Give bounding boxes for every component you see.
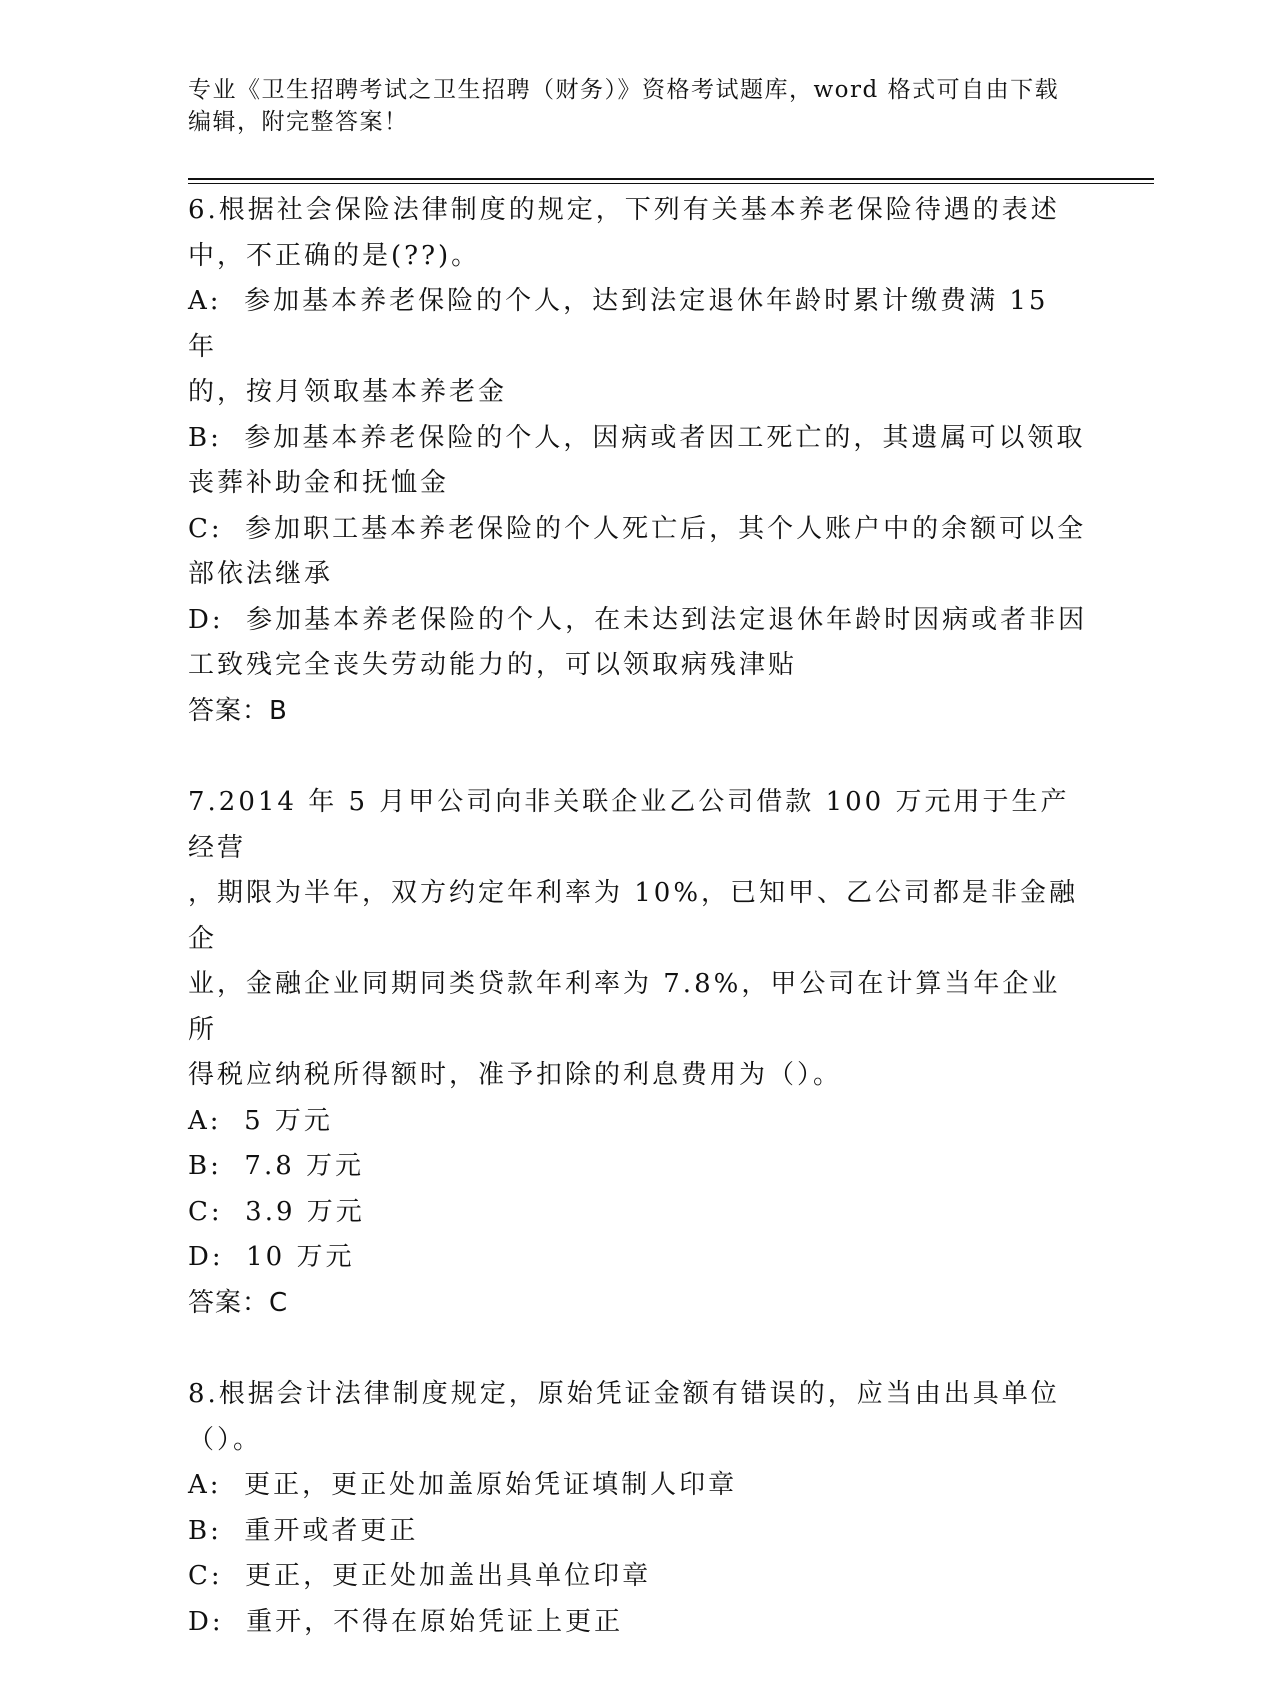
answer-label: 答案：B — [188, 695, 288, 726]
option-a-line: A: 5 万元 — [188, 1105, 333, 1136]
question-stem-line: 得税应纳税所得额时，准予扣除的利息费用为（）。 — [188, 1060, 843, 1090]
question-stem-line: ，期限为半年，双方约定年利率为 10%，已知甲、乙公司都是非金融企 — [188, 878, 1079, 954]
option-d-line: 工致残完全丧失劳动能力的，可以领取病残津贴 — [188, 650, 798, 680]
header-line-2: 编辑，附完整答案！ — [188, 109, 409, 135]
option-d-line: D: 参加基本养老保险的个人，在未达到法定退休年龄时因病或者非因 — [188, 604, 1088, 635]
option-b-line: 丧葬补助金和抚恤金 — [188, 468, 450, 498]
option-c-line: 部依法继承 — [188, 559, 334, 589]
question-8 — [188, 1372, 1088, 1645]
question-stem-line: 6.根据社会保险法律制度的规定，下列有关基本养老保险待遇的表述 — [188, 195, 1060, 225]
question-list — [188, 188, 1088, 1691]
option-b-line: B: 重开或者更正 — [188, 1515, 419, 1546]
option-c-line: C: 3.9 万元 — [188, 1196, 365, 1227]
header-divider-thick — [188, 178, 1154, 180]
question-stem-line: （）。 — [188, 1424, 263, 1455]
option-a-line: 的，按月领取基本养老金 — [188, 377, 508, 407]
option-d-line: D: 重开，不得在原始凭证上更正 — [188, 1606, 624, 1637]
question-stem-line: 8.根据会计法律制度规定，原始凭证金额有错误的，应当由出具单位 — [188, 1379, 1060, 1409]
option-c-line: C: 更正，更正处加盖出具单位印章 — [188, 1561, 652, 1591]
option-b-line: B: 参加基本养老保险的个人，因病或者因工死亡的，其遗属可以领取 — [188, 422, 1086, 453]
header-divider-thin — [188, 183, 1154, 184]
question-stem-line: 业，金融企业同期同类贷款年利率为 7.8%，甲公司在计算当年企业所 — [188, 969, 1061, 1045]
answer-label: 答案：C — [188, 1287, 289, 1318]
option-a-line: A: 更正，更正处加盖原始凭证填制人印章 — [188, 1470, 738, 1500]
question-stem-line: 中，不正确的是(??)。 — [188, 240, 481, 271]
option-a-line: A: 参加基本养老保险的个人，达到法定退休年龄时累计缴费满 15 年 — [188, 286, 1060, 362]
option-c-line: C: 参加职工基本养老保险的个人死亡后，其个人账户中的余额可以全 — [188, 513, 1087, 544]
question-6 — [188, 188, 1088, 734]
option-d-line: D: 10 万元 — [188, 1242, 355, 1272]
header-line-1: 专业《卫生招聘考试之卫生招聘（财务）》资格考试题库，word 格式可自由下载 — [188, 77, 1060, 103]
question-stem-line: 7.2014 年 5 月甲公司向非关联企业乙公司借款 100 万元用于生产经营 — [188, 787, 1070, 863]
question-7 — [188, 780, 1088, 1326]
option-b-line: B: 7.8 万元 — [188, 1151, 365, 1181]
document-header — [188, 74, 1088, 138]
